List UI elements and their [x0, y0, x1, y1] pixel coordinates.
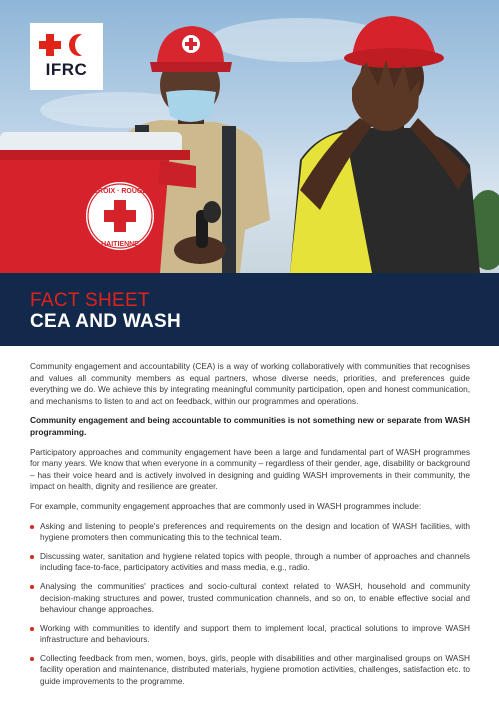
list-item: Asking and listening to people's preferences and requirements on the design and location of WASH facilities, with hygiene promoters then communicating this to the technical team.: [30, 521, 470, 544]
list-item: Working with communities to identify and support them to implement local, practical solutions to improve WASH infrastructure and behaviours.: [30, 623, 470, 646]
key-statement: Community engagement and being accountable to communities is not something new or separate from WASH programming.: [30, 415, 470, 437]
approaches-list: [30, 521, 470, 688]
red-crescent-icon: [75, 34, 95, 56]
face-mask: [166, 90, 216, 122]
intro-paragraph: Community engagement and accountability (CEA) is a way of working collaboratively with communities that recognises and values all community members as equal partners, whose diverse needs, priorities, and preferences guide everything we do. We achieve this by integrating meaningful community participation, open and honest communication, and mechanisms to listen to and act on feedback, within our programmes and operations.: [30, 361, 470, 406]
red-cross-icon: [39, 34, 61, 56]
seal-text-bottom: HAITIENNE: [101, 241, 139, 248]
list-item: Analysing the communities' practices and socio-cultural context related to WASH, household and community decision-making structures and power, trusted communication channels, and so on, to enable effective social and behaviour change approaches.: [30, 581, 470, 616]
fact-sheet-label: FACT SHEET: [30, 290, 150, 311]
example-paragraph: For example, community engagement approaches that are commonly used in WASH programmes include:: [30, 500, 422, 511]
list-item: Discussing water, sanitation and hygiene related topics with people, through a number of approaches and channels including face-to-face, participatory activities and mass media, e.g., radio.: [30, 551, 470, 574]
logo-text: IFRC: [45, 59, 88, 79]
list-item: Collecting feedback from men, women, boys, girls, people with disabilities and other marginalised groups on WASH facility operation and maintenance, distributed materials, hygiene promotion activities, challenges, satisfaction etc. to guide improvements to the programme.: [30, 653, 470, 688]
body-content: [30, 361, 470, 695]
logo-emblems: [39, 34, 95, 56]
page-title: CEA AND WASH: [30, 311, 182, 332]
participatory-paragraph: Participatory approaches and community engagement have been a large and fundamental part of WASH programmes for many years. We know that when everyone in a community – regardless of their gender, age, disability or background – has their voice heard and is actively involved in designing and guiding WASH improvements in their community, the impact on health, dignity and resilience are greater.: [30, 446, 470, 492]
seal-text-top: CROIX · ROUGE: [92, 188, 148, 195]
ifrc-logo: [30, 23, 103, 90]
